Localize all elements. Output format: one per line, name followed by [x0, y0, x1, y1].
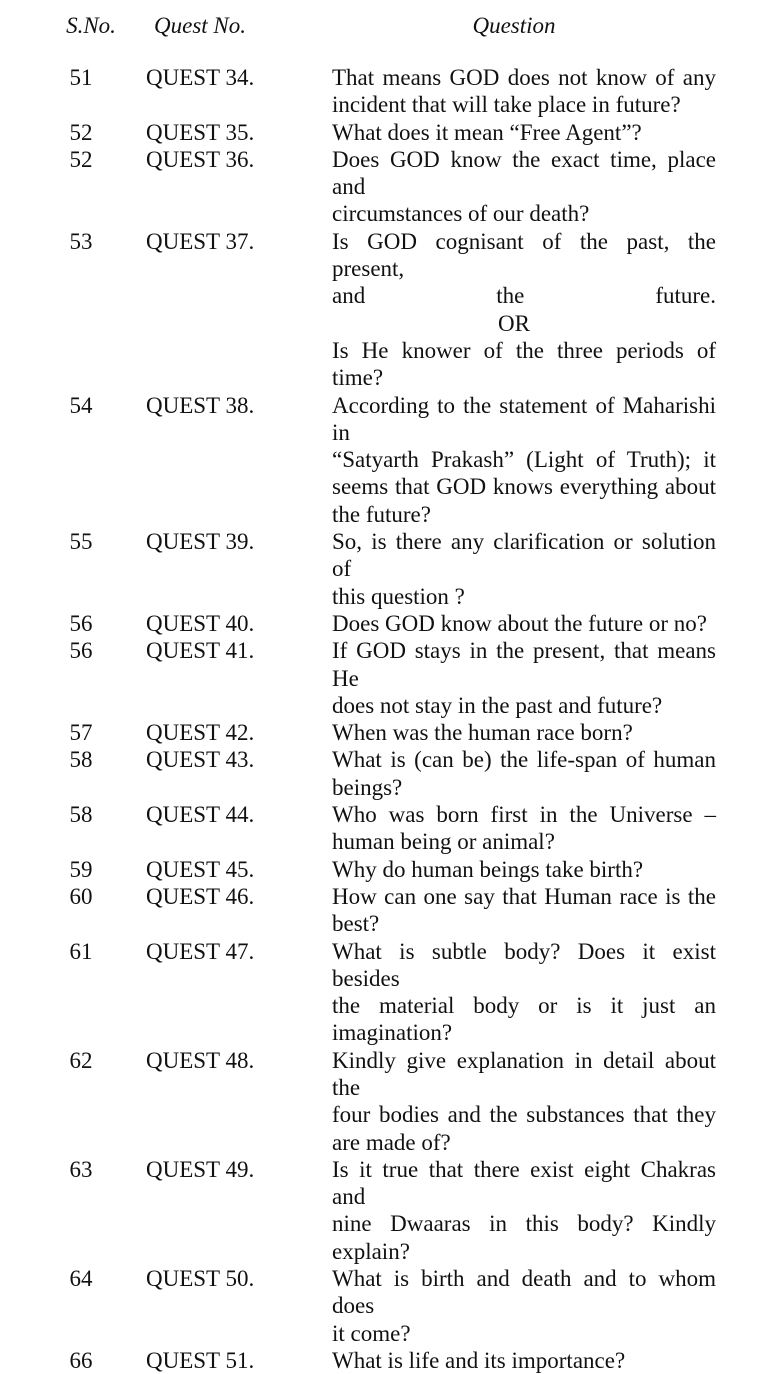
question-line: incident that will take place in future?: [332, 92, 681, 118]
question-line: four bodies and the substances that they: [332, 1102, 716, 1128]
question-line: imagination?: [332, 1020, 453, 1046]
serial-number: 60: [69, 883, 93, 909]
question-line: are made of?: [332, 1129, 451, 1155]
quest-number: QUEST 46.: [146, 883, 255, 909]
question-line: Is He knower of the three periods of time?: [332, 337, 716, 391]
question-line: it come?: [332, 1320, 411, 1346]
question-line: human being or animal?: [332, 829, 555, 855]
question-line: best?: [332, 911, 380, 937]
or-separator: OR: [498, 310, 530, 336]
question-text: [332, 119, 716, 146]
table-row: [56, 146, 716, 228]
quest-number: QUEST 47.: [146, 938, 255, 964]
quest-number: QUEST 39.: [146, 529, 255, 555]
question-text: [332, 1347, 716, 1374]
table-row: [56, 801, 716, 856]
question-text: [332, 637, 716, 719]
question-line: “Satyarth Prakash” (Light of Truth); it: [332, 447, 716, 473]
question-line: the material body or is it just an: [332, 993, 716, 1019]
serial-number: 66: [69, 1347, 93, 1373]
quest-number: QUEST 51.: [146, 1347, 255, 1373]
question-line: the future?: [332, 501, 431, 527]
quest-number: QUEST 43.: [146, 747, 255, 773]
serial-number: 61: [69, 938, 93, 964]
table-row: [56, 938, 716, 1047]
question-text: [332, 746, 716, 801]
question-text: [332, 146, 716, 228]
table-row: [56, 528, 716, 610]
quest-number: QUEST 37.: [146, 228, 255, 254]
serial-number: 52: [69, 119, 93, 145]
table-row: [56, 719, 716, 746]
question-text: [332, 856, 716, 883]
question-line: Does GOD know about the future or no?: [332, 610, 707, 636]
table-header: [56, 10, 716, 42]
question-line: does not stay in the past and future?: [332, 692, 663, 718]
table-row: [56, 746, 716, 801]
serial-number: 52: [69, 146, 93, 172]
serial-number: 58: [69, 747, 93, 773]
question-line: and the future.: [332, 283, 716, 309]
quest-number: QUEST 36.: [146, 146, 255, 172]
question-line: nine Dwaaras in this body? Kindly: [332, 1211, 716, 1237]
question-text: [332, 1156, 716, 1265]
question-line: Does GOD know the exact time, place and: [332, 146, 716, 200]
table-row: [56, 610, 716, 637]
quest-number: QUEST 40.: [146, 610, 255, 636]
question-line: When was the human race born?: [332, 720, 633, 746]
question-text: [332, 392, 716, 528]
question-line: this question ?: [332, 583, 465, 609]
table-row: [56, 64, 716, 119]
serial-number: 55: [69, 529, 93, 555]
question-line: circumstances of our death?: [332, 201, 590, 227]
question-line: So, is there any clarification or solution of: [332, 529, 716, 582]
serial-number: 64: [69, 1266, 93, 1292]
question-text: [332, 938, 716, 1047]
question-line: seems that GOD knows everything about: [332, 474, 716, 500]
table-row: [56, 1347, 716, 1374]
header-question: Question: [472, 13, 556, 38]
question-line: Why do human beings take birth?: [332, 856, 644, 882]
question-line: If GOD stays in the present, that means He: [332, 638, 716, 691]
quest-number: QUEST 38.: [146, 392, 255, 418]
table-row: [56, 1265, 716, 1347]
quest-number: QUEST 42.: [146, 720, 255, 746]
quest-number: QUEST 50.: [146, 1266, 255, 1292]
quest-number: QUEST 34.: [146, 65, 255, 90]
table-row: [56, 856, 716, 883]
serial-number: 62: [69, 1047, 93, 1073]
header-quest-no: Quest No.: [154, 13, 246, 38]
table-row: [56, 883, 716, 938]
question-line: What is (can be) the life-span of human: [332, 747, 716, 773]
question-text: [332, 610, 716, 637]
serial-number: 53: [69, 228, 93, 254]
question-line: explain?: [332, 1238, 410, 1264]
question-line: Kindly give explanation in detail about the: [332, 1047, 716, 1100]
table-row: [56, 119, 716, 146]
serial-number: 54: [69, 392, 93, 418]
question-line: What is life and its importance?: [332, 1347, 626, 1373]
question-line: Is GOD cognisant of the past, the present,: [332, 228, 716, 282]
question-text: [332, 1265, 716, 1347]
question-list: [56, 64, 716, 1374]
question-text: [332, 801, 716, 856]
serial-number: 51: [69, 65, 93, 90]
serial-number: 59: [69, 856, 93, 882]
question-line: Is it true that there exist eight Chakras and: [332, 1156, 716, 1210]
question-line: According to the statement of Maharishi in: [332, 392, 716, 445]
serial-number: 63: [69, 1156, 93, 1182]
question-line: How can one say that Human race is the: [332, 883, 716, 909]
serial-number: 57: [69, 720, 93, 746]
question-text: [332, 883, 716, 938]
question-text: [332, 228, 716, 392]
quest-number: QUEST 48.: [146, 1047, 255, 1073]
quest-number: QUEST 45.: [146, 856, 255, 882]
header-sno: S.No.: [66, 13, 116, 38]
question-line: What is birth and death and to whom does: [332, 1266, 716, 1319]
serial-number: 58: [69, 802, 93, 828]
table-row: [56, 1156, 716, 1265]
question-text: [332, 1047, 716, 1156]
quest-number: QUEST 44.: [146, 802, 255, 828]
serial-number: 56: [69, 610, 93, 636]
question-line: Who was born first in the Universe –: [332, 802, 716, 828]
serial-number: 56: [69, 638, 93, 664]
table-row: [56, 392, 716, 528]
quest-number: QUEST 35.: [146, 119, 255, 145]
question-line: What is subtle body? Does it exist besides: [332, 938, 716, 991]
question-text: [332, 528, 716, 610]
question-text: [332, 64, 716, 119]
question-line: beings?: [332, 774, 403, 800]
quest-number: QUEST 41.: [146, 638, 255, 664]
table-row: [56, 228, 716, 392]
question-line: What does it mean “Free Agent”?: [332, 119, 642, 145]
question-line: That means GOD does not know of any: [332, 65, 716, 90]
table-row: [56, 1047, 716, 1156]
question-text: [332, 719, 716, 746]
table-row: [56, 637, 716, 719]
quest-number: QUEST 49.: [146, 1156, 255, 1182]
